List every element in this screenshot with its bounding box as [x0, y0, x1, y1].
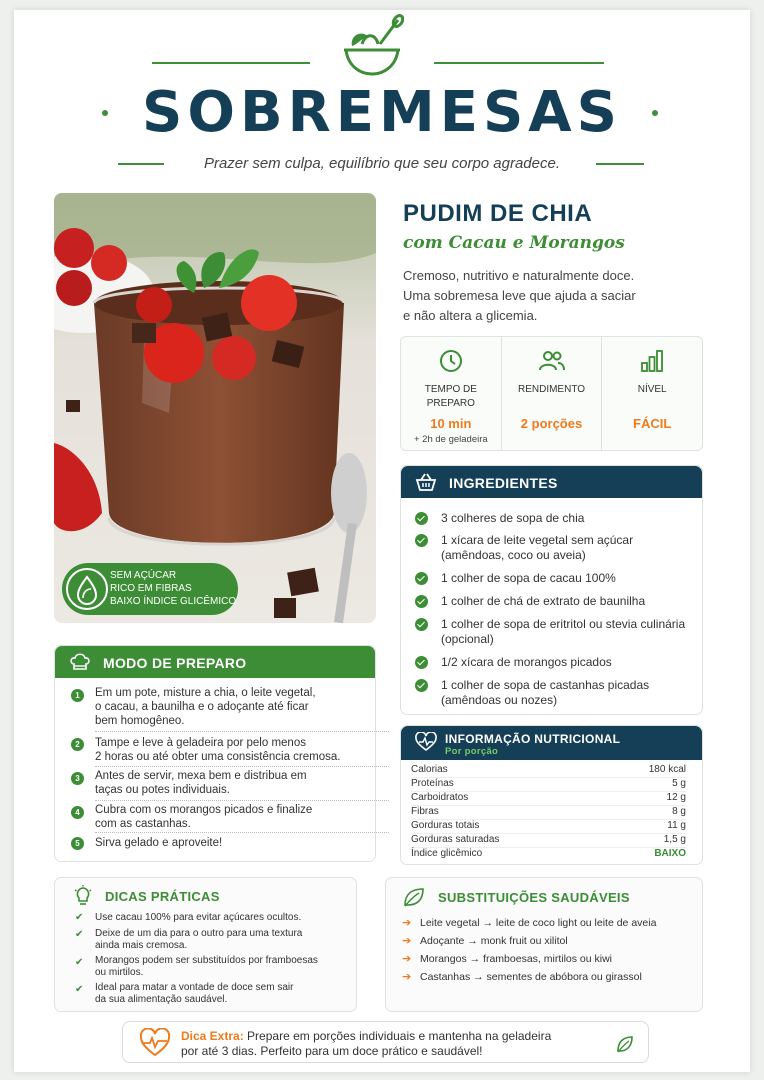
ingredient-item: 1/2 xícara de morangos picados — [441, 655, 612, 669]
arrow-icon: ➔ — [402, 971, 412, 983]
nutrient-name: Carboidratos — [411, 792, 469, 803]
nutrient-value-glycemic: BAIXO — [654, 848, 686, 859]
extra-tip-banner — [122, 1021, 649, 1063]
tip-line: ainda mais cremosa. — [95, 940, 188, 951]
heart-pulse-icon — [415, 732, 437, 752]
check-icon — [415, 595, 428, 608]
sub-to: sementes de abóbora ou girassol — [486, 971, 642, 983]
stat-label: TEMPO DE — [424, 384, 477, 395]
tip-line: Morangos podem ser substituídos por framboesas — [95, 955, 318, 966]
badge-line-3: BAIXO ÍNDICE GLICÊMICO — [110, 596, 237, 607]
step-text — [95, 686, 355, 728]
step-number: 2 — [71, 738, 84, 751]
ingredient-item: 3 colheres de sopa de chia — [441, 511, 585, 525]
sub-from: Adoçante — [420, 935, 465, 947]
step-line: Tampe e leve à geladeira por pelo menos — [95, 737, 306, 749]
ingredient-item: 1 colher de sopa de castanhas picadas — [441, 678, 650, 692]
sub-from: Castanhas — [420, 971, 471, 983]
step-text — [95, 836, 355, 850]
nutrition-row — [411, 806, 686, 820]
check-icon — [415, 618, 428, 631]
substitution-item: Morangos → framboesas, mirtilos ou kiwi — [420, 953, 612, 965]
substitution-item: Adoçante → monk fruit ou xilitol — [420, 935, 568, 947]
step-divider — [95, 800, 389, 801]
stat-value: 2 porções — [520, 416, 583, 431]
tip-item — [95, 955, 345, 979]
tip-item — [95, 928, 345, 952]
health-badge — [62, 563, 238, 615]
leaf-icon — [615, 1034, 635, 1054]
check-icon — [415, 512, 428, 525]
nutrient-name: Gorduras totais — [411, 820, 480, 831]
nutrient-name: Fibras — [411, 806, 439, 817]
substitution-item: Castanhas → sementes de abóbora ou girassol — [420, 971, 642, 983]
recipe-photo — [54, 193, 376, 623]
stat-yield — [501, 337, 602, 450]
lightbulb-icon — [73, 885, 93, 907]
stat-prep-time — [401, 337, 501, 450]
stat-label: PREPARO — [426, 398, 475, 409]
ingredient-item: 1 colher de sopa de eritritol ou stevia culinária — [441, 617, 686, 631]
substitutions-card — [385, 877, 703, 1012]
substitutions-title: SUBSTITUIÇÕES SAUDÁVEIS — [438, 890, 630, 905]
tip-item — [95, 982, 345, 1006]
arrow-icon: ➔ — [402, 917, 412, 929]
recipe-subtitle: com Cacau e Morangos — [403, 233, 625, 253]
step-divider — [95, 766, 389, 767]
nutrition-row — [411, 764, 686, 778]
nutrient-name: Calorias — [411, 764, 448, 775]
tagline: Prazer sem culpa, equilíbrio que seu corpo agradece. — [203, 155, 561, 172]
header-rule-right — [434, 62, 604, 64]
step-line: 2 horas ou até obter uma consistência cremosa. — [95, 751, 341, 763]
tip-line: da sua alimentação saudável. — [95, 994, 228, 1005]
leaf-icon — [402, 886, 426, 908]
tip-line: Deixe de um dia para o outro para uma textura — [95, 928, 303, 939]
recipe-description — [403, 266, 663, 326]
sub-from: Leite vegetal — [420, 917, 480, 929]
method-header — [55, 646, 375, 678]
sub-to: leite de coco light ou leite de aveia — [495, 917, 657, 929]
step-number: 5 — [71, 837, 84, 850]
ingredient-item-detail: (amêndoas, coco ou aveia) — [441, 548, 586, 562]
ingredients-header — [401, 466, 702, 498]
step-line: Cubra com os morangos picados e finalize — [95, 804, 313, 816]
recipe-name: PUDIM DE CHIA — [403, 200, 593, 227]
stat-note: + 2h de geladeira — [413, 434, 488, 445]
method-title: MODO DE PREPARO — [103, 655, 247, 671]
recipe-stats — [400, 336, 703, 451]
nutrient-name: Proteínas — [411, 778, 454, 789]
nutrient-value: 12 g — [666, 792, 686, 803]
check-icon — [415, 656, 428, 669]
badge-line-1: SEM AÇÚCAR — [110, 570, 177, 581]
ingredient-item-detail: (opcional) — [441, 632, 494, 646]
substitution-item: Leite vegetal → leite de coco light ou leite de aveia — [420, 917, 657, 929]
step-line: taças ou potes individuais. — [95, 784, 230, 796]
extra-tip-label: Dica Extra: — [181, 1029, 244, 1043]
basket-icon — [415, 472, 437, 492]
extra-tip-text — [181, 1029, 611, 1059]
extra-tip-line: por até 3 dias. Perfeito para um doce prático e saudável! — [181, 1044, 483, 1058]
step-line: Antes de servir, mexa bem e distribua em — [95, 770, 307, 782]
drop-leaf-icon — [66, 568, 108, 610]
extra-tip-line: Prepare em porções individuais e mantenha na geladeira — [247, 1029, 552, 1043]
arrow-icon: ➔ — [402, 953, 412, 965]
nutrient-name: Gorduras saturadas — [411, 834, 500, 845]
step-number: 3 — [71, 772, 84, 785]
clock-icon — [439, 349, 463, 373]
description-line: e não altera a glicemia. — [403, 308, 538, 323]
nutrient-name: Índice glicêmico — [411, 848, 483, 859]
ingredient-item: 1 xícara de leite vegetal sem açúcar — [441, 533, 634, 547]
ingredient-item: 1 colher de sopa de cacau 100% — [441, 571, 616, 585]
check-icon: ✔ — [75, 912, 84, 923]
sub-from: Morangos — [420, 953, 467, 965]
step-line: com as castanhas. — [95, 818, 191, 830]
page-title: SOBREMESAS — [142, 80, 622, 145]
stat-value: 10 min — [430, 416, 472, 431]
tip-line: Ideal para matar a vontade de doce sem sair — [95, 982, 294, 993]
step-text — [95, 769, 355, 797]
tip-item: Use cacau 100% para evitar açúcares ocultos. — [95, 912, 302, 923]
ingredients-title: INGREDIENTES — [449, 475, 558, 491]
heart-pulse-icon — [139, 1028, 171, 1058]
step-line: o cacau, a baunilha e o adoçante até ficar — [95, 701, 309, 713]
nutrition-card — [400, 725, 703, 865]
header-rule-left — [152, 62, 310, 64]
check-icon — [415, 534, 428, 547]
chef-hat-icon — [69, 652, 91, 672]
tip-line: ou mirtilos. — [95, 967, 144, 978]
nutrient-value: 180 kcal — [648, 764, 686, 775]
ingredient-item: 1 colher de chá de extrato de baunilha — [441, 594, 646, 608]
ingredient-item-detail: (amêndoas ou nozes) — [441, 693, 558, 707]
stat-level — [601, 337, 702, 450]
nutrition-row — [411, 848, 686, 862]
nutrition-row — [411, 792, 686, 806]
ingredients-card — [400, 465, 703, 715]
badge-line-2: RICO EM FIBRAS — [110, 583, 192, 594]
description-line: Uma sobremesa leve que ajuda a saciar — [403, 288, 636, 303]
step-divider — [95, 731, 389, 732]
nutrition-title: INFORMAÇÃO NUTRICIONAL — [445, 732, 621, 746]
nutrition-row — [411, 778, 686, 792]
step-divider — [95, 832, 389, 833]
step-number: 4 — [71, 806, 84, 819]
bar-chart-icon — [640, 349, 664, 373]
description-line: Cremoso, nutritivo e naturalmente doce. — [403, 268, 635, 283]
step-text — [95, 736, 375, 764]
nutrition-subtitle: Por porção — [445, 746, 499, 757]
stat-label: RENDIMENTO — [517, 384, 586, 395]
method-card — [54, 645, 376, 862]
tips-title: DICAS PRÁTICAS — [105, 889, 220, 904]
step-line: bem homogêneo. — [95, 715, 185, 727]
check-icon — [415, 679, 428, 692]
nutrition-header — [401, 726, 702, 760]
stat-value: FÁCIL — [633, 416, 672, 431]
step-line: Sirva gelado e aproveite! — [95, 837, 223, 849]
check-icon: ✔ — [75, 929, 84, 940]
step-text — [95, 803, 355, 831]
step-line: Em um pote, misture a chia, o leite vegetal, — [95, 687, 316, 699]
step-number: 1 — [71, 689, 84, 702]
arrow-icon: ➔ — [402, 935, 412, 947]
nutrient-value: 1,5 g — [663, 834, 686, 845]
sub-to: framboesas, mirtilos ou kiwi — [483, 953, 612, 965]
check-icon: ✔ — [75, 957, 84, 968]
sub-to: monk fruit ou xilitol — [480, 935, 568, 947]
nutrient-value: 8 g — [672, 806, 686, 817]
tips-card — [54, 877, 357, 1012]
nutrition-row — [411, 834, 686, 848]
bowl-icon — [340, 14, 404, 78]
nutrient-value: 11 g — [667, 820, 686, 831]
nutrient-value: 5 g — [672, 778, 686, 789]
check-icon: ✔ — [75, 984, 84, 995]
people-icon — [538, 349, 566, 373]
nutrition-row — [411, 820, 686, 834]
stat-label: NÍVEL — [637, 384, 667, 395]
check-icon — [415, 572, 428, 585]
